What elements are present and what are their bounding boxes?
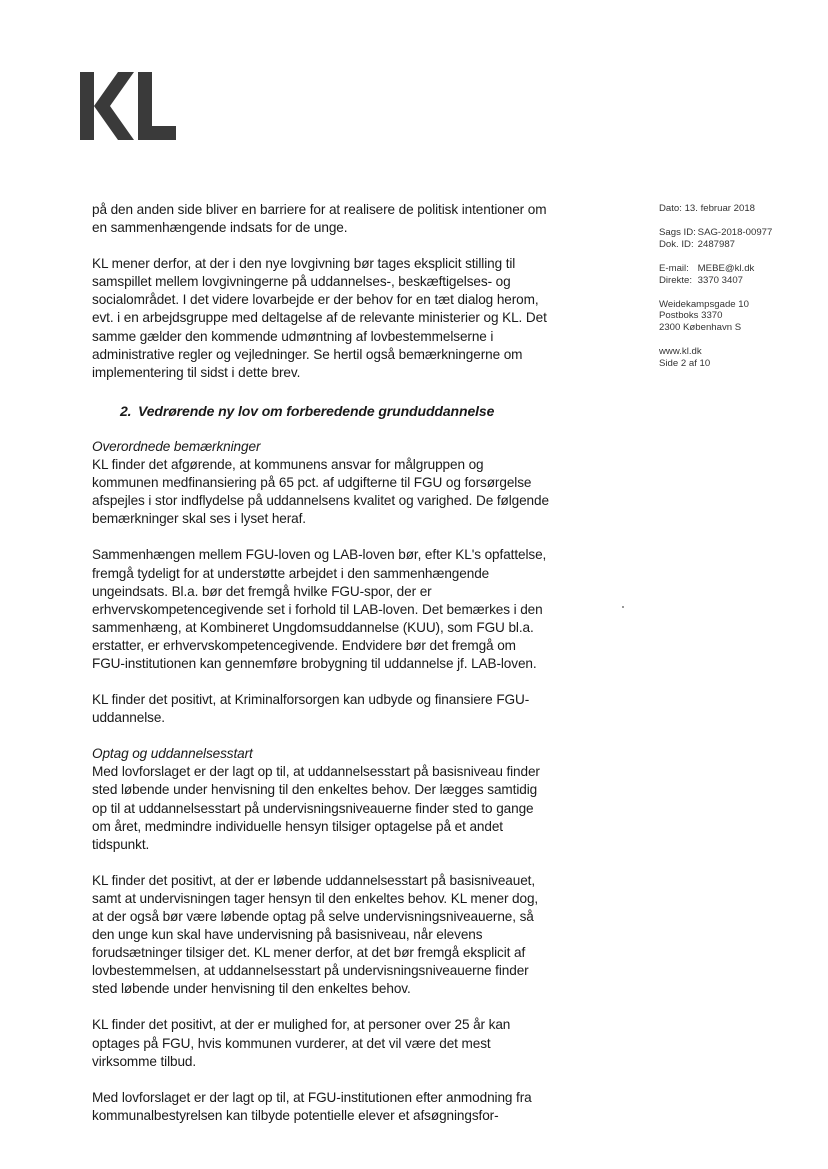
paragraph: KL finder det positivt, at der er mulighed for, at personer over 25 år kan optages på FGU, hvis kommunen vurderer, at det vil være det mest virksomme tilbud. <box>92 1017 511 1069</box>
direct-phone-label: Direkte: <box>659 274 693 286</box>
paragraph: på den anden side bliver en barriere for at realisere de politisk intentioner om en sammenhængende indsats for de unge. <box>92 202 547 236</box>
scan-speck <box>622 606 624 608</box>
contact-group <box>659 263 809 287</box>
paragraph: KL mener derfor, at der i den nye lovgivning bør tages eksplicit stilling til samspillet mellem lovgivningerne på uddannelses-, beskæftigelses- og socialområdet. I det videre lovarbejde er der behov for en tæt dialog herom, evt. i en arbejdsgruppe med deltagelse af de relevante ministerier og KL. Det samme gælder den kommende udmøntning af lovbestemmelserne i administrative regler og vejledninger. Se hertil også bemærkningerne om implementering til sidst i dette brev. <box>92 256 547 380</box>
website: www.kl.dk <box>659 346 702 358</box>
sags-id-row <box>659 227 809 239</box>
date-group <box>659 203 809 215</box>
web-page-group <box>659 346 809 370</box>
sender-info-panel <box>659 203 809 382</box>
address-line-3: 2300 København S <box>659 322 742 334</box>
kl-logo <box>80 70 176 142</box>
paragraph: KL finder det positivt, at Kriminalforsorgen kan udbyde og finansiere FGU-uddannelse. <box>92 692 530 726</box>
subheading: Overordnede bemærkninger <box>92 438 261 454</box>
address-line-2: Postboks 3370 <box>659 310 723 322</box>
email-row <box>659 263 809 275</box>
section-heading <box>120 402 552 420</box>
subheading: Optag og uddannelsesstart <box>92 746 253 762</box>
sags-id-value: SAG-2018-00977 <box>697 226 773 238</box>
paragraph: KL finder det afgørende, at kommunens ansvar for målgruppen og kommunen medfinansiering på 65 pct. af udgifterne til FGU og forsørgelse afspejles i stor indflydelse på uddannelsens kvalitet og varighed. De følgende bemærkninger skal ses i lyset heraf. <box>92 457 549 527</box>
email-label: E-mail: <box>659 262 689 274</box>
paragraph: Med lovforslaget er der lagt op til, at uddannelsesstart på basisniveau finder sted løbende under henvisning til den enkeltes behov. Der lægges samtidig op til at uddannelsesstart på undervisningsniveauerne finder sted to gange om året, medmindre individuelle hensyn tilsiger optagelse på et andet tidspunkt. <box>92 764 540 852</box>
dok-id-value: 2487987 <box>697 238 736 250</box>
page-number: Side 2 af 10 <box>659 358 711 370</box>
dok-id-label: Dok. ID: <box>659 238 694 250</box>
dok-id-row <box>659 239 809 251</box>
case-id-group <box>659 227 809 251</box>
paragraph: Sammenhængen mellem FGU-loven og LAB-loven bør, efter KL's opfattelse, fremgå tydeligt for at understøtte arbejdet i den sammenhængende ungeindsats. Bl.a. bør det fremgå hvilke FGU-spor, der er erhvervskompetencegivende set i forhold til LAB-loven. Det bemærkes i den sammenhæng, at Kombineret Ungdomsuddannelse (KUU), som FGU bl.a. erstatter, er erhvervskompetencegivende. Endvidere bør det fremgå om FGU-institutionen kan gennemføre brobygning til uddannelse jf. LAB-loven. <box>92 547 547 671</box>
letter-body <box>92 201 552 1143</box>
section-number: 2. <box>120 402 132 419</box>
date-line: Dato: 13. februar 2018 <box>659 203 756 214</box>
sags-id-label: Sags ID: <box>659 226 696 238</box>
address-group <box>659 299 809 335</box>
direct-phone-value: 3370 3407 <box>697 274 744 286</box>
paragraph: KL finder det positivt, at der er løbende uddannelsesstart på basisniveauet, samt at undervisningen tager hensyn til den enkeltes behov. KL mener dog, at der også bør være løbende optag på selve undervisningsniveauerne, så den unge kun skal have undervisning på basisniveau, når elevens forudsætninger tilsiger det. KL mener derfor, at det bør fremgå eksplicit af lovbestemmelsen, at uddannelsesstart på undervisningsniveauerne finder sted løbende under henvisning til den enkeltes behov. <box>92 872 539 997</box>
email-value: MEBE@kl.dk <box>697 262 755 274</box>
paragraph: Med lovforslaget er der lagt op til, at FGU-institutionen efter anmodning fra kommunalbestyrelsen kan tilbyde potentielle elever et afsøgningsfor- <box>92 1089 532 1123</box>
address-line-1: Weidekampsgade 10 <box>659 298 749 310</box>
section-title: Vedrørende ny lov om forberedende grunduddannelse <box>138 402 495 419</box>
direct-phone-row <box>659 275 809 287</box>
